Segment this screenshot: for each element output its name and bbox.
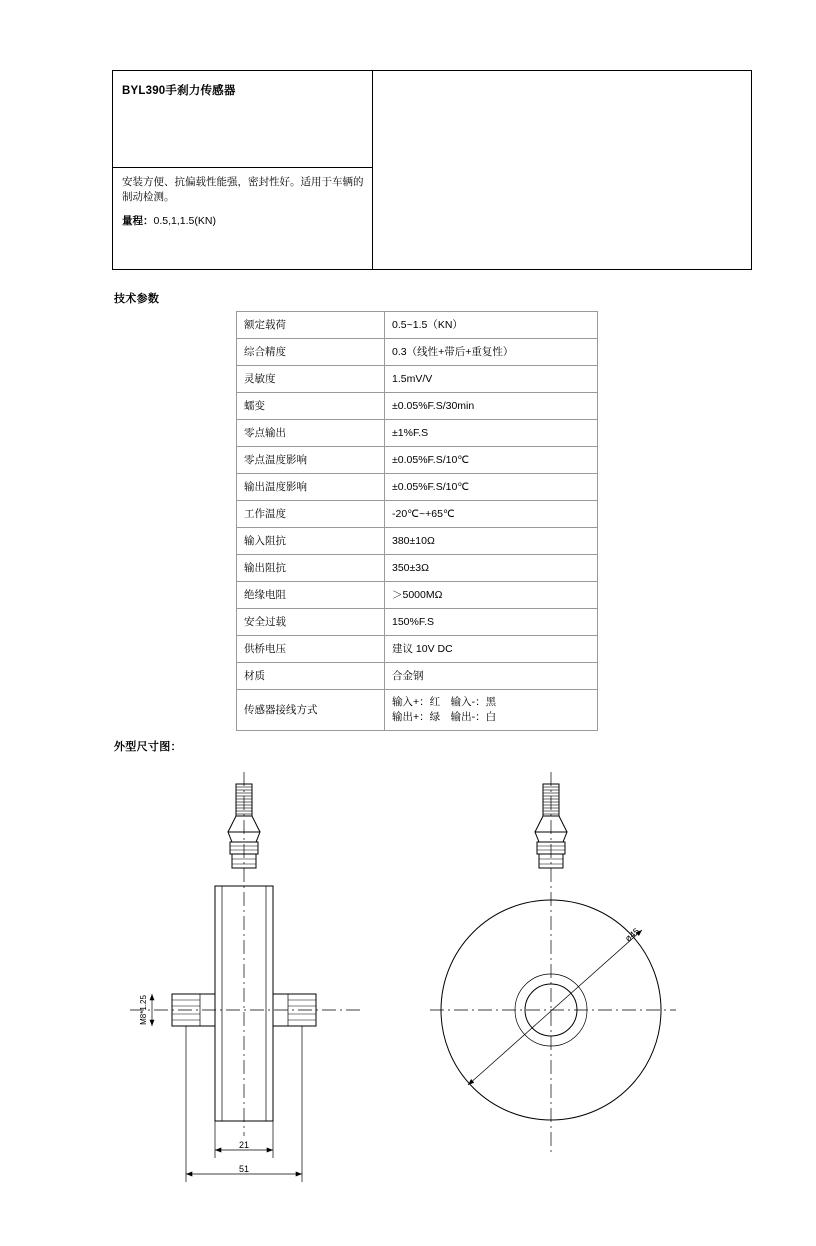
spec-value: ±1%F.S <box>385 420 598 447</box>
product-description: 安装方便、抗偏载性能强，密封性好。适用于车辆的制动检测。 <box>122 176 364 203</box>
dimension-drawing-svg <box>0 756 816 1216</box>
table-row <box>237 609 598 636</box>
table-row <box>237 312 598 339</box>
product-range <box>122 213 216 228</box>
spec-value: ±0.05%F.S/10℃ <box>385 447 598 474</box>
product-range-label: 量程： <box>122 215 154 227</box>
product-info-cell <box>113 71 373 269</box>
spec-value-multiline <box>385 690 598 731</box>
table-row <box>237 501 598 528</box>
dimension-label-outer-width: 51 <box>238 1164 250 1174</box>
spec-name: 零点输出 <box>237 420 385 447</box>
spec-value-line-1: 输入+：红 输入-：黑 <box>392 696 497 708</box>
spec-name: 蠕变 <box>237 393 385 420</box>
spec-name: 安全过载 <box>237 609 385 636</box>
table-row <box>237 447 598 474</box>
spec-value: 1.5mV/V <box>385 366 598 393</box>
dimension-label-diameter: ø45 <box>623 925 642 944</box>
spec-value: 0.3（线性+带后+重复性） <box>385 339 598 366</box>
spec-name: 工作温度 <box>237 501 385 528</box>
product-range-value: 0.5,1,1.5(KN) <box>153 215 216 227</box>
spec-name: 输入阻抗 <box>237 528 385 555</box>
spec-name: 传感器接线方式 <box>237 690 385 731</box>
table-row <box>237 582 598 609</box>
table-row <box>237 663 598 690</box>
table-row <box>237 555 598 582</box>
table-row <box>237 636 598 663</box>
dimension-label-inner-width: 21 <box>238 1140 250 1150</box>
spec-value: 合金钢 <box>385 663 598 690</box>
spec-name: 综合精度 <box>237 339 385 366</box>
table-row <box>237 393 598 420</box>
dimension-label-thread: M8*1.25 <box>139 995 148 1025</box>
table-row <box>237 339 598 366</box>
spec-name: 材质 <box>237 663 385 690</box>
dimension-section-heading: 外型尺寸图： <box>114 741 182 753</box>
spec-value: -20℃~+65℃ <box>385 501 598 528</box>
spec-name: 绝缘电阻 <box>237 582 385 609</box>
spec-name: 灵敏度 <box>237 366 385 393</box>
spec-name: 输出温度影响 <box>237 474 385 501</box>
table-row <box>237 366 598 393</box>
spec-value: ±0.05%F.S/10℃ <box>385 474 598 501</box>
spec-value: ＞5000MΩ <box>385 582 598 609</box>
table-row <box>237 420 598 447</box>
spec-value-line-2: 输出+：绿 输出-：白 <box>392 711 497 723</box>
spec-value: 380±10Ω <box>385 528 598 555</box>
spec-table <box>236 311 598 731</box>
product-title: BYL390手刹力传感器 <box>122 85 236 97</box>
table-row <box>237 528 598 555</box>
spec-value: 150%F.S <box>385 609 598 636</box>
product-divider <box>113 167 372 168</box>
product-header-box <box>112 70 752 270</box>
product-image-cell <box>373 71 751 269</box>
spec-value: 350±3Ω <box>385 555 598 582</box>
spec-value: 0.5~1.5（KN） <box>385 312 598 339</box>
dimension-drawing <box>0 756 816 1216</box>
spec-name: 输出阻抗 <box>237 555 385 582</box>
spec-section-heading: 技术参数 <box>114 293 160 305</box>
spec-value: ±0.05%F.S/30min <box>385 393 598 420</box>
spec-name: 零点温度影响 <box>237 447 385 474</box>
spec-table-body <box>237 312 598 731</box>
dimension-diameter <box>468 930 642 1085</box>
spec-value: 建议 10V DC <box>385 636 598 663</box>
table-row <box>237 474 598 501</box>
spec-name: 供桥电压 <box>237 636 385 663</box>
spec-name: 额定载荷 <box>237 312 385 339</box>
table-row <box>237 690 598 731</box>
